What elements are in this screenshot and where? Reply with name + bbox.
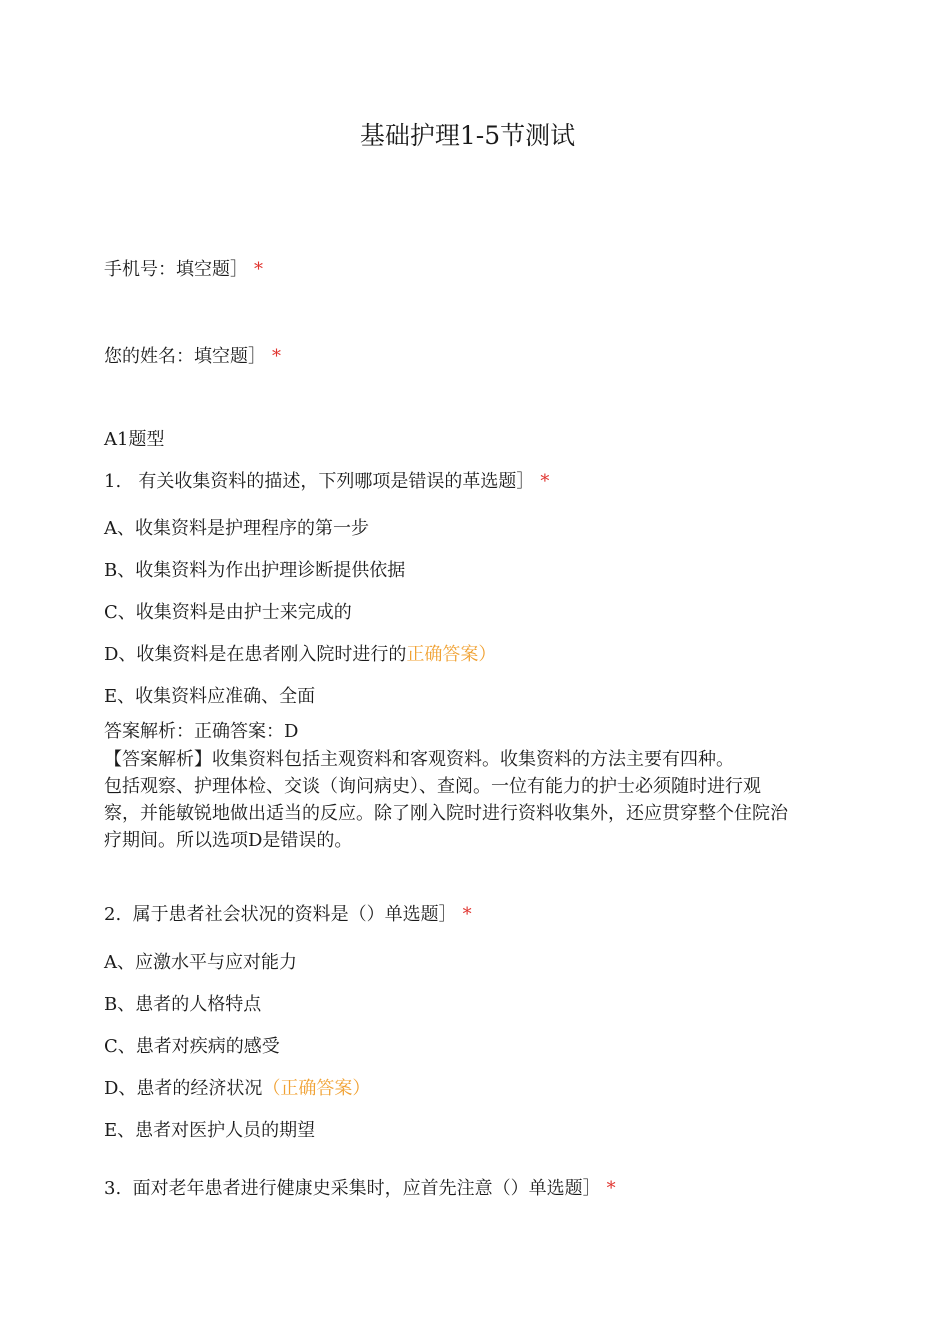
name-field[interactable]: [104, 345, 281, 369]
correct-answer-mark: （正确答案）: [262, 1078, 371, 1099]
option-text: A、应激水平与应对能力: [104, 952, 297, 973]
question-1-option-c[interactable]: [104, 601, 352, 625]
question-2-option-c[interactable]: [104, 1035, 280, 1059]
question-text: 3. 面对老年患者进行健康史采集时，应首先注意（）单选题］: [104, 1178, 601, 1199]
question-2-option-e[interactable]: [104, 1119, 315, 1143]
option-text: C、患者对疾病的感受: [104, 1036, 280, 1057]
question-text: 1. 有关收集资料的描述，下列哪项是错误的革选题］: [104, 471, 535, 492]
question-1-answer: 答案解析：正确答案：D: [104, 721, 299, 742]
option-text: A、收集资料是护理程序的第一步: [104, 518, 369, 539]
required-star: *: [462, 904, 472, 925]
required-star: *: [606, 1178, 616, 1199]
question-3-prompt: [104, 1177, 616, 1201]
question-2-option-d[interactable]: [104, 1077, 370, 1101]
question-2-option-b[interactable]: [104, 993, 261, 1017]
required-star: *: [540, 471, 550, 492]
phone-field-label: 手机号：填空题］: [104, 259, 248, 280]
question-1-option-b[interactable]: [104, 559, 405, 583]
question-1-explanation: [104, 746, 788, 854]
correct-answer-mark: 正确答案）: [406, 644, 497, 665]
explanation-line: 【答案解析】收集资料包括主观资料和客观资料。收集资料的方法主要有四种。: [104, 749, 734, 770]
option-text: C、收集资料是由护士来完成的: [104, 602, 352, 623]
question-1-option-a[interactable]: [104, 517, 369, 541]
page-title: 基础护理1-5节测试: [359, 121, 576, 150]
question-2-prompt: [104, 903, 472, 927]
question-2-option-a[interactable]: [104, 951, 297, 975]
required-star: *: [254, 259, 263, 280]
section-label: A1题型: [104, 429, 165, 450]
question-1-option-d[interactable]: [104, 643, 496, 667]
option-text: E、患者对医护人员的期望: [104, 1120, 316, 1141]
option-text: D、收集资料是在患者刚入院时进行的: [104, 644, 407, 665]
option-text: B、患者的人格特点: [104, 994, 262, 1015]
explanation-line: 疗期间。所以选项D是错误的。: [104, 830, 353, 851]
question-1-prompt: [104, 470, 549, 494]
explanation-line: 包括观察、护理体检、交谈（询问病史）、查阅。一位有能力的护士必须随时进行观: [104, 776, 761, 797]
question-text: 2. 属于患者社会状况的资料是（）单选题］: [104, 904, 457, 925]
option-text: D、患者的经济状况: [104, 1078, 263, 1099]
option-text: E、收集资料应准确、全面: [104, 686, 316, 707]
name-field-label: 您的姓名：填空题］: [104, 346, 266, 367]
explanation-line: 察，并能敏锐地做出适当的反应。除了刚入院时进行资料收集外，还应贯穿整个住院治: [104, 803, 788, 824]
question-1-option-e[interactable]: [104, 685, 315, 709]
phone-field[interactable]: [104, 258, 263, 282]
option-text: B、收集资料为作出护理诊断提供依据: [104, 560, 406, 581]
required-star: *: [272, 346, 281, 367]
